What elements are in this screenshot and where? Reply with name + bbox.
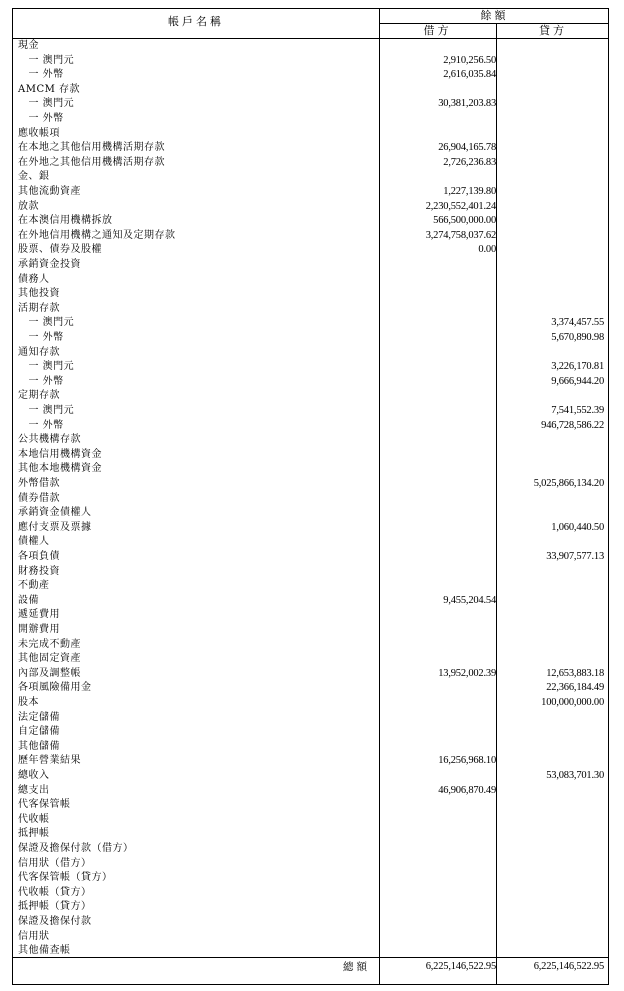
debit-value: 9,455,204.54 — [443, 594, 496, 606]
account-label: 內部及調整帳 — [18, 667, 81, 679]
table-row — [13, 112, 610, 127]
account-label: 債務人 — [18, 273, 50, 285]
account-label: 現金 — [18, 40, 39, 51]
credit-value: 22,366,184.49 — [546, 682, 604, 694]
account-label: 承銷資金投資 — [18, 259, 81, 270]
debit-value: 1,227,139.80 — [443, 186, 496, 197]
table-row — [13, 915, 610, 930]
table-row — [13, 608, 610, 623]
table-row — [13, 944, 610, 959]
account-label: 在本澳信用機構拆放 — [18, 215, 113, 227]
account-label: 其他固定資產 — [18, 653, 81, 665]
table-row — [13, 156, 610, 171]
table-row — [13, 521, 610, 536]
table-row — [13, 258, 610, 273]
table-row — [13, 97, 610, 112]
table-row — [13, 331, 610, 346]
account-label: 一 澳門元 — [18, 317, 75, 329]
table-row — [13, 316, 610, 331]
table-row — [13, 360, 610, 375]
table-row — [13, 214, 610, 229]
table-row — [13, 243, 610, 258]
header-credit: 貸方 — [539, 24, 567, 37]
table-row — [13, 638, 610, 653]
account-label: 應收帳項 — [18, 127, 60, 139]
debit-value: 30,381,203.83 — [438, 98, 496, 110]
account-label: 信用狀 — [18, 930, 50, 942]
table-row — [13, 404, 610, 419]
table-row — [13, 886, 610, 901]
table-row — [13, 798, 610, 813]
account-label: 一 澳門元 — [18, 361, 75, 373]
credit-value: 5,670,890.98 — [551, 332, 604, 343]
table-row — [13, 813, 610, 828]
account-label: 放款 — [18, 200, 39, 212]
account-label: 金、銀 — [18, 171, 50, 183]
total-credit: 6,225,146,522.95 — [533, 961, 604, 972]
table-row — [13, 462, 610, 477]
account-label: 保證及擔保付款（借方） — [18, 843, 134, 854]
table-row — [13, 287, 610, 302]
table-row — [13, 375, 610, 390]
debit-value: 0.00 — [478, 244, 496, 256]
debit-value: 26,904,165.78 — [438, 142, 496, 154]
total-debit: 6,225,146,522.95 — [425, 961, 496, 972]
account-label: 債權人 — [18, 536, 50, 548]
table-row — [13, 273, 610, 288]
account-label: 代客保管帳（貸方） — [18, 872, 113, 884]
table-row — [13, 68, 610, 83]
account-label: 各項風險備用金 — [18, 682, 92, 694]
table-row — [13, 623, 610, 638]
credit-value: 3,226,170.81 — [551, 361, 604, 373]
table-row — [13, 565, 610, 580]
account-label: 本地信用機構資金 — [18, 448, 102, 460]
account-label: 一 外幣 — [18, 332, 64, 343]
account-label: 財務投資 — [18, 565, 60, 577]
account-label: 活期存款 — [18, 302, 60, 314]
account-label: 不動產 — [18, 580, 50, 592]
table-row — [13, 827, 610, 842]
account-label: 一 外幣 — [18, 69, 64, 81]
table-row — [13, 433, 610, 448]
credit-value: 100,000,000.00 — [541, 697, 604, 708]
table-row — [13, 652, 610, 667]
credit-value: 53,083,701.30 — [546, 770, 604, 781]
table-row — [13, 696, 610, 711]
table-row — [13, 579, 610, 594]
debit-value: 2,910,256.50 — [443, 54, 496, 66]
account-label: 總支出 — [18, 784, 50, 796]
table-row — [13, 83, 610, 98]
total-row — [13, 959, 610, 975]
account-label: 其他備查帳 — [18, 945, 71, 957]
account-label: 定期存款 — [18, 390, 60, 402]
account-label: 遞延費用 — [18, 609, 60, 621]
debit-value: 566,500,000.00 — [433, 215, 496, 227]
account-label: 在本地之其他信用機構活期存款 — [18, 142, 165, 154]
account-label: 其他儲備 — [18, 740, 60, 752]
account-label: 法定儲備 — [18, 711, 60, 723]
table-row — [13, 769, 610, 784]
table-row — [13, 740, 610, 755]
table-row — [13, 477, 610, 492]
account-label: 其他流動資產 — [18, 186, 81, 197]
trial-balance-table — [12, 8, 609, 985]
table-row — [13, 711, 610, 726]
account-label: 公共機構存款 — [18, 434, 81, 446]
debit-value: 3,274,758,037.62 — [425, 229, 496, 241]
account-label: 承銷資金債權人 — [18, 507, 92, 519]
account-label: 代收帳 — [18, 813, 50, 825]
table-row — [13, 185, 610, 200]
table-row — [13, 681, 610, 696]
account-label: 總收入 — [18, 770, 50, 781]
header-account-name: 帳戶名稱 — [168, 15, 224, 28]
account-label: 抵押帳（貸方） — [18, 901, 92, 913]
header-balance: 餘額 — [480, 9, 509, 22]
table-row — [13, 141, 610, 156]
account-label: 股票、債券及股權 — [18, 244, 102, 256]
table-row — [13, 127, 610, 142]
table-row — [13, 170, 610, 185]
account-label: 自定儲備 — [18, 726, 60, 738]
account-label: AMCM 存款 — [18, 83, 81, 95]
table-row — [13, 39, 610, 54]
account-label: 一 外幣 — [18, 113, 64, 124]
credit-value: 946,728,586.22 — [541, 419, 604, 431]
table-row — [13, 302, 610, 317]
account-label: 應付支票及票據 — [18, 521, 92, 533]
table-row — [13, 784, 610, 799]
account-label: 外幣借款 — [18, 478, 60, 489]
table-row — [13, 930, 610, 945]
account-label: 在外地信用機構之通知及定期存款 — [18, 229, 176, 241]
table-row — [13, 389, 610, 404]
table-row — [13, 448, 610, 463]
credit-value: 1,060,440.50 — [551, 521, 604, 533]
account-label: 在外地之其他信用機構活期存款 — [18, 156, 165, 168]
table-row — [13, 535, 610, 550]
debit-value: 46,906,870.49 — [438, 784, 496, 796]
account-label: 代客保管帳 — [18, 799, 71, 811]
account-label: 信用狀（借方） — [18, 857, 92, 869]
account-label: 未完成不動產 — [18, 638, 81, 650]
table-row — [13, 492, 610, 507]
table-row — [13, 419, 610, 434]
account-label: 開辦費用 — [18, 624, 60, 635]
table-row — [13, 200, 610, 215]
debit-value: 13,952,002.39 — [438, 667, 496, 679]
table-row — [13, 754, 610, 769]
table-row — [13, 725, 610, 740]
account-label: 其他本地機構資金 — [18, 463, 102, 475]
table-row — [13, 594, 610, 609]
credit-value: 12,653,883.18 — [546, 667, 604, 679]
credit-value: 7,541,552.39 — [551, 405, 604, 416]
credit-value: 9,666,944.20 — [551, 375, 604, 387]
account-label: 保證及擔保付款 — [18, 916, 92, 927]
debit-value: 2,230,552,401.24 — [425, 200, 496, 212]
account-label: 一 外幣 — [18, 375, 64, 387]
account-label: 股本 — [18, 697, 39, 708]
debit-value: 2,726,236.83 — [443, 156, 496, 168]
table-row — [13, 506, 610, 521]
table-row — [13, 346, 610, 361]
table-row — [13, 871, 610, 886]
account-label: 代收帳（貸方） — [18, 886, 92, 898]
credit-value: 33,907,577.13 — [546, 551, 604, 562]
account-label: 通知存款 — [18, 346, 60, 358]
account-label: 抵押帳 — [18, 828, 50, 840]
debit-value: 16,256,968.10 — [438, 755, 496, 767]
table-row — [13, 842, 610, 857]
table-row — [13, 667, 610, 682]
table-row — [13, 857, 610, 872]
table-row — [13, 550, 610, 565]
account-label: 一 澳門元 — [18, 98, 75, 110]
table-row — [13, 900, 610, 915]
account-label: 各項負債 — [18, 551, 60, 562]
credit-value: 5,025,866,134.20 — [533, 478, 604, 489]
account-label: 債券借款 — [18, 492, 60, 504]
debit-value: 2,616,035.84 — [443, 69, 496, 81]
credit-value: 3,374,457.55 — [551, 317, 604, 329]
account-label: 歷年營業結果 — [18, 755, 81, 767]
total-label: 總額 — [343, 961, 370, 973]
account-label: 一 外幣 — [18, 419, 64, 431]
account-label: 設備 — [18, 594, 39, 606]
table-row — [13, 229, 610, 244]
account-label: 一 澳門元 — [18, 405, 75, 416]
header-debit: 借方 — [423, 24, 452, 37]
account-label: 一 澳門元 — [18, 54, 75, 66]
table-row — [13, 54, 610, 69]
account-label: 其他投資 — [18, 288, 60, 300]
